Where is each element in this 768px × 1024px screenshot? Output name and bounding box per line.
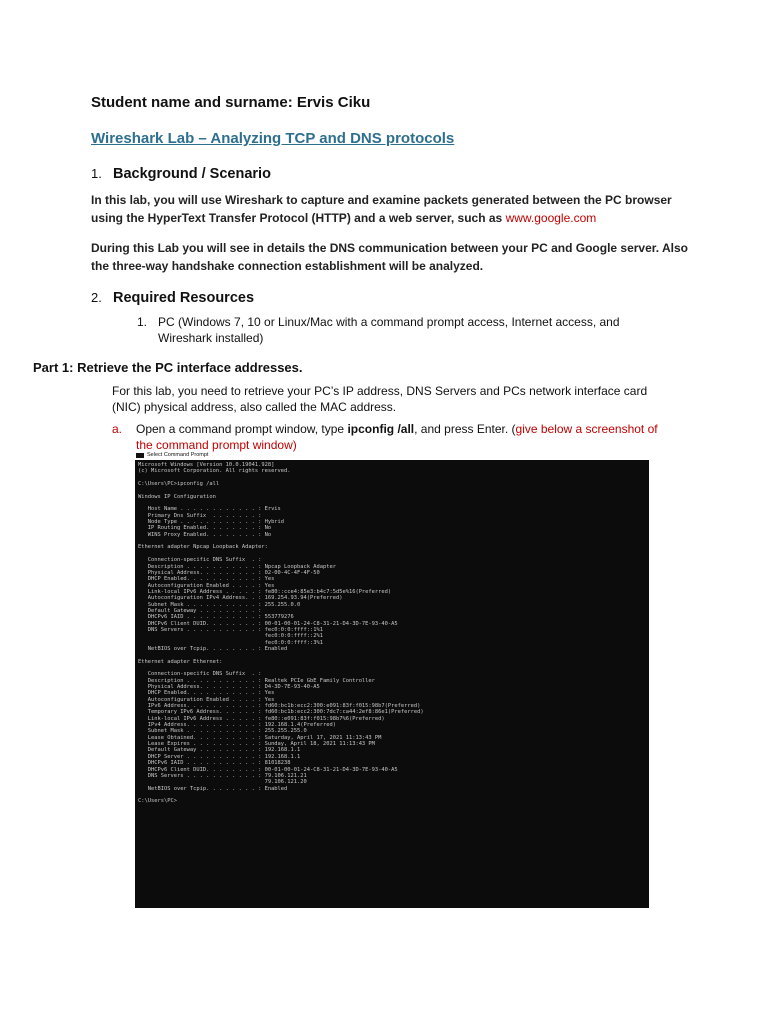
terminal-line: Ethernet adapter Ethernet: (138, 658, 223, 665)
terminal-line: DHCP Enabled. . . . . . . . . . . : Yes (138, 690, 275, 697)
terminal-line: NetBIOS over Tcpip. . . . . . . . : Enabled (138, 645, 288, 652)
terminal-line: fec0:0:0:ffff::3%1 (138, 639, 323, 646)
terminal-line: Autoconfiguration Enabled . . . . : Yes (138, 696, 275, 703)
terminal-line: DNS Servers . . . . . . . . . . . : 79.106.121.21 (138, 772, 307, 779)
section-resources-heading (91, 290, 254, 306)
part1-heading: Part 1: Retrieve the PC interface addresses. (33, 360, 303, 375)
terminal-line: C:\Users\PC> (138, 798, 177, 805)
part1-body: For this lab, you need to retrieve your PC’s IP address, DNS Servers and PCs network interface card (NIC) physical address, also called the MAC address. (112, 384, 648, 414)
list-text: PC (Windows 7, 10 or Linux/Mac with a command prompt access, Internet access, and Wireshark installed) (158, 315, 620, 345)
terminal-line: Description . . . . . . . . . . . : Npcap Loopback Adapter (138, 563, 336, 570)
step-pre: Open a command prompt window, type (136, 422, 348, 436)
terminal-line: Connection-specific DNS Suffix . : (138, 671, 262, 678)
paragraph-text: In this lab, you will use Wireshark to capture and examine packets generated between the PC browser using the HyperText Transfer Protocol (HTTP) and a web server, such as (91, 193, 672, 225)
terminal-line: Autoconfiguration Enabled . . . . : Yes (138, 582, 275, 589)
terminal-line: Link-local IPv6 Address . . . . . : fe80::cce4:85e3:b4c7:5d5e%16(Preferred) (138, 588, 392, 595)
terminal-line: Description . . . . . . . . . . . : Realtek PCIe GbE Family Controller (138, 677, 375, 684)
terminal-line: DHCPv6 Client DUID. . . . . . . . : 00-01-00-01-24-C8-31-21-D4-3D-7E-93-40-A5 (138, 620, 398, 627)
step-letter: a. (112, 422, 123, 436)
terminal-line: Autoconfiguration IPv4 Address. . : 169.254.93.94(Preferred) (138, 595, 343, 602)
section-number: 1. (91, 166, 102, 181)
terminal-line: Primary Dns Suffix . . . . . . . : (138, 512, 262, 519)
step-a (112, 422, 677, 453)
command-prompt-screenshot (135, 460, 649, 908)
terminal-line: Subnet Mask . . . . . . . . . . . : 255.255.255.0 (138, 728, 307, 735)
background-paragraph-1 (91, 191, 701, 227)
screenshot-caption (136, 452, 208, 458)
terminal-line: DHCP Server . . . . . . . . . . . : 192.168.1.1 (138, 753, 301, 760)
command-text: ipconfig /all (347, 422, 415, 436)
list-number: 1. (137, 315, 148, 329)
terminal-line: Physical Address. . . . . . . . . : 02-00-4C-4F-4F-50 (138, 569, 320, 576)
terminal-line: DHCPv6 IAID . . . . . . . . . . . : 553779276 (138, 614, 294, 621)
terminal-line: Default Gateway . . . . . . . . . : (138, 607, 262, 614)
terminal-line: IPv6 Address. . . . . . . . . . . : fd60:bc1b:ecc2:300:e091:83f:f015:98b7(Preferred) (138, 703, 421, 710)
terminal-line: Node Type . . . . . . . . . . . . : Hybrid (138, 519, 285, 526)
caption-text: Select Command Prompt (147, 452, 209, 458)
terminal-line: Lease Expires . . . . . . . . . . : Sunday, April 18, 2021 11:13:43 PM (138, 741, 375, 748)
terminal-line: Temporary IPv6 Address. . . . . . : fd60:bc1b:ecc2:300:7dc7:ca44:2ef8:86e1(Preferred) (138, 709, 424, 716)
section-title: Background / Scenario (113, 166, 271, 182)
terminal-line: DHCPv6 IAID . . . . . . . . . . . : 81018238 (138, 760, 291, 767)
section-title: Required Resources (113, 290, 255, 306)
background-paragraph-2: During this Lab you will see in details the DNS communication between your PC and Google server. Also the three-way handshake connection establishment will be analyzed. (91, 241, 689, 273)
terminal-line: DNS Servers . . . . . . . . . . . : fec0:0:0:ffff::1%1 (138, 626, 323, 633)
terminal-line: Subnet Mask . . . . . . . . . . . : 255.255.0.0 (138, 601, 301, 608)
terminal-line: Host Name . . . . . . . . . . . . : Ervis (138, 506, 281, 513)
step-text (136, 422, 677, 453)
terminal-line: Lease Obtained. . . . . . . . . . : Saturday, April 17, 2021 11:13:43 PM (138, 734, 382, 741)
terminal-line: IPv4 Address. . . . . . . . . . . : 192.168.1.4(Preferred) (138, 722, 336, 729)
terminal-line: Link-local IPv6 Address . . . . . : fe80::e091:83f:f015:98b7%6(Preferred) (138, 715, 385, 722)
terminal-line: Physical Address. . . . . . . . . : D4-3D-7E-93-40-A5 (138, 684, 320, 691)
step-note: give below a screenshot of the command prompt window) (136, 422, 658, 452)
terminal-line: fec0:0:0:ffff::2%1 (138, 633, 323, 640)
terminal-line: WINS Proxy Enabled. . . . . . . . : No (138, 531, 272, 538)
terminal-line: DHCPv6 Client DUID. . . . . . . . : 00-01-00-01-24-C8-31-21-D4-3D-7E-93-40-A5 (138, 766, 398, 773)
resource-list-item (137, 315, 667, 346)
terminal-line: (c) Microsoft Corporation. All rights reserved. (138, 468, 291, 475)
terminal-line: Ethernet adapter Npcap Loopback Adapter: (138, 544, 268, 551)
section-background-heading (91, 166, 271, 182)
command-prompt-icon (136, 453, 144, 458)
google-link[interactable]: www.google.com (505, 211, 597, 225)
lab-title: Wireshark Lab – Analyzing TCP and DNS protocols (91, 130, 455, 147)
terminal-line: IP Routing Enabled. . . . . . . . : No (138, 525, 272, 532)
terminal-line: Microsoft Windows [Version 10.0.19041.928] (138, 462, 275, 468)
terminal-line: Connection-specific DNS Suffix . : (138, 557, 262, 564)
terminal-line: Windows IP Configuration (138, 493, 216, 500)
section-number: 2. (91, 290, 102, 305)
terminal-line: C:\Users\PC>ipconfig /all (138, 481, 220, 488)
student-name-line: Student name and surname: Ervis Ciku (91, 94, 371, 111)
terminal-line: NetBIOS over Tcpip. . . . . . . . : Enabled (138, 785, 288, 792)
terminal-line: Default Gateway . . . . . . . . . : 192.168.1.1 (138, 747, 301, 754)
terminal-line: DHCP Enabled. . . . . . . . . . . : Yes (138, 576, 275, 583)
terminal-line: 79.106.121.20 (138, 779, 307, 786)
step-post: , and press Enter. ( (414, 422, 516, 436)
